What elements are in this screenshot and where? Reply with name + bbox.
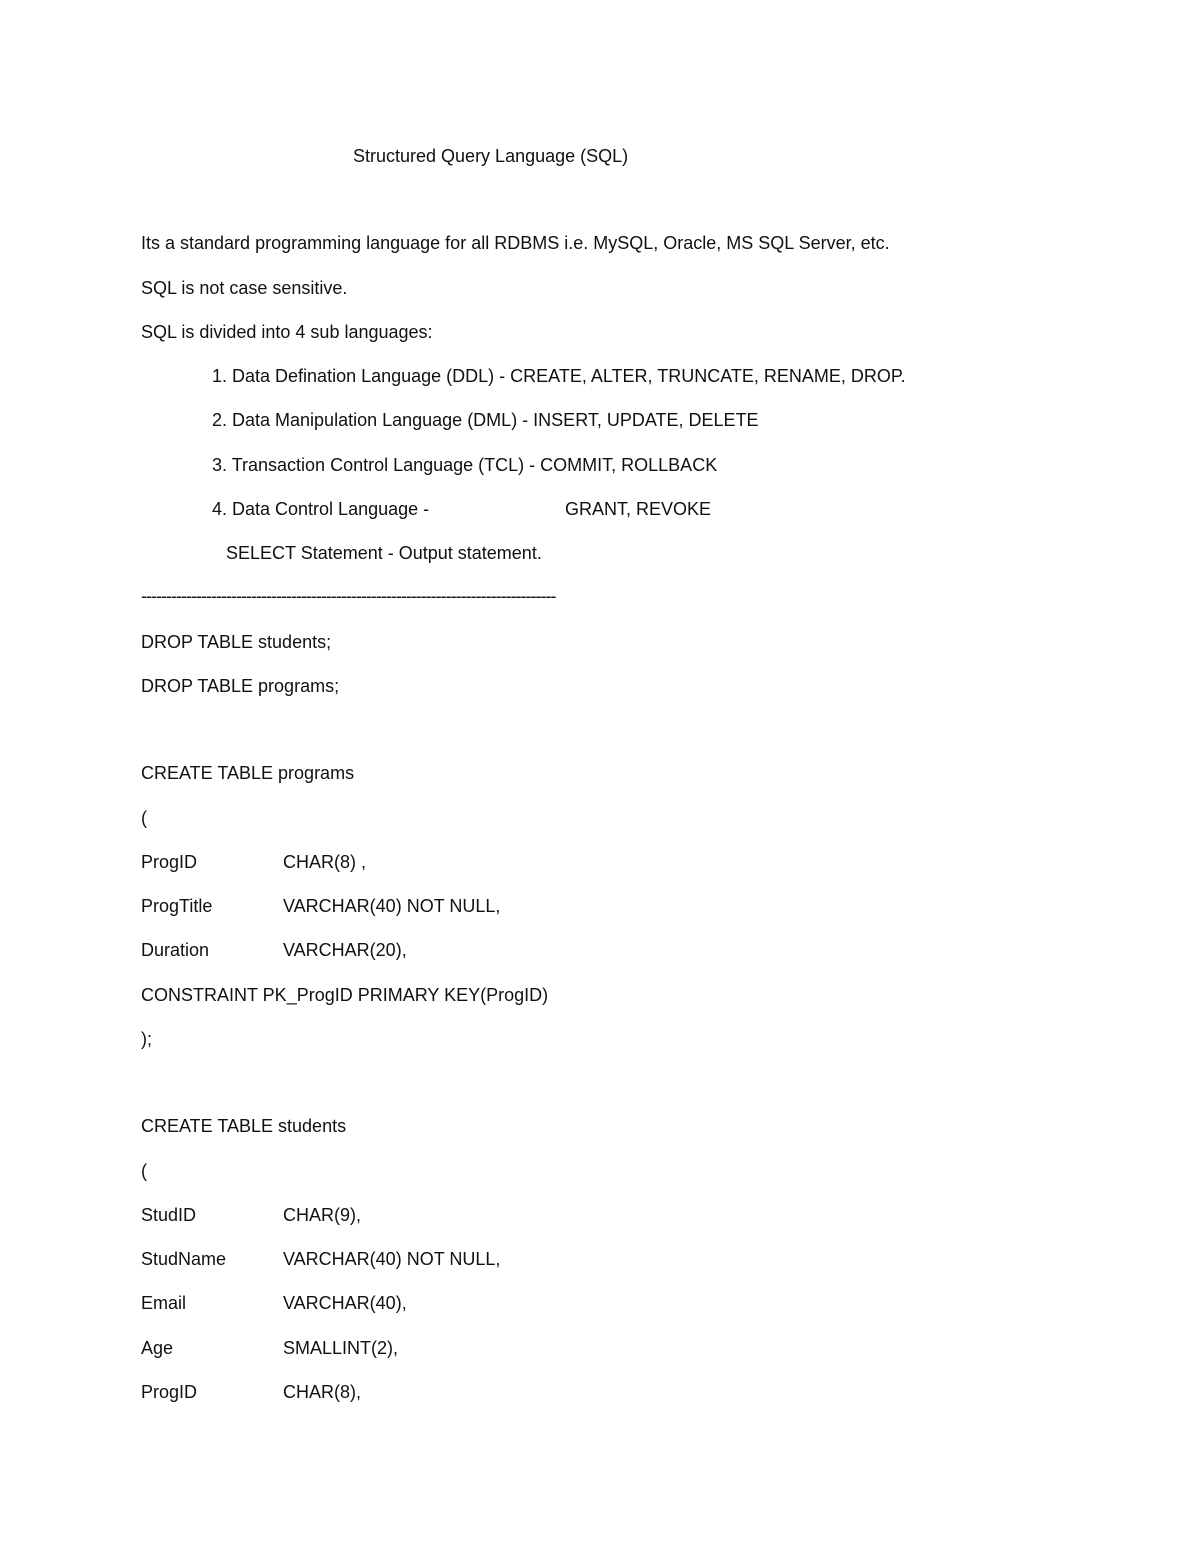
column-name: Duration <box>141 940 210 960</box>
column-type: CHAR(8) , <box>283 852 367 872</box>
intro-line: Its a standard programming language for all RDBMS i.e. MySQL, Oracle, MS SQL Server, etc. <box>141 233 890 253</box>
create-students-line: CREATE TABLE students <box>141 1116 347 1136</box>
open-paren: ( <box>141 1161 147 1181</box>
column-name: Email <box>141 1293 187 1313</box>
open-paren: ( <box>141 808 147 828</box>
sub-language-item: 1. Data Defination Language (DDL) - CREATE, ALTER, TRUNCATE, RENAME, DROP. <box>212 366 906 386</box>
close-paren: ); <box>141 1029 152 1049</box>
dcl-commands: GRANT, REVOKE <box>565 499 712 519</box>
drop-statement: DROP TABLE programs; <box>141 676 340 696</box>
column-name: Age <box>141 1338 174 1358</box>
drop-statement: DROP TABLE students; <box>141 632 332 652</box>
create-programs-line: CREATE TABLE programs <box>141 763 355 783</box>
column-type: VARCHAR(20), <box>283 940 407 960</box>
separator-line: ----------------------------------------------------------------------------------- <box>141 586 556 606</box>
column-type: CHAR(9), <box>283 1205 362 1225</box>
column-type: SMALLINT(2), <box>283 1338 399 1358</box>
column-name: StudID <box>141 1205 197 1225</box>
column-name: ProgID <box>141 852 198 872</box>
dcl-label: 4. Data Control Language - <box>212 499 430 519</box>
page-title: Structured Query Language (SQL) <box>353 146 629 166</box>
column-name: ProgTitle <box>141 896 213 916</box>
column-name: ProgID <box>141 1382 198 1402</box>
select-note: SELECT Statement - Output statement. <box>226 543 542 563</box>
column-type: VARCHAR(40) NOT NULL, <box>283 896 501 916</box>
column-type: VARCHAR(40) NOT NULL, <box>283 1249 501 1269</box>
sub-language-item: 3. Transaction Control Language (TCL) - COMMIT, ROLLBACK <box>212 455 718 475</box>
column-type: VARCHAR(40), <box>283 1293 407 1313</box>
column-type: CHAR(8), <box>283 1382 362 1402</box>
sub-language-item: 2. Data Manipulation Language (DML) - INSERT, UPDATE, DELETE <box>212 410 759 430</box>
column-name: StudName <box>141 1249 227 1269</box>
intro-line: SQL is divided into 4 sub languages: <box>141 322 433 342</box>
intro-line: SQL is not case sensitive. <box>141 278 348 298</box>
constraint-line: CONSTRAINT PK_ProgID PRIMARY KEY(ProgID) <box>141 985 549 1005</box>
